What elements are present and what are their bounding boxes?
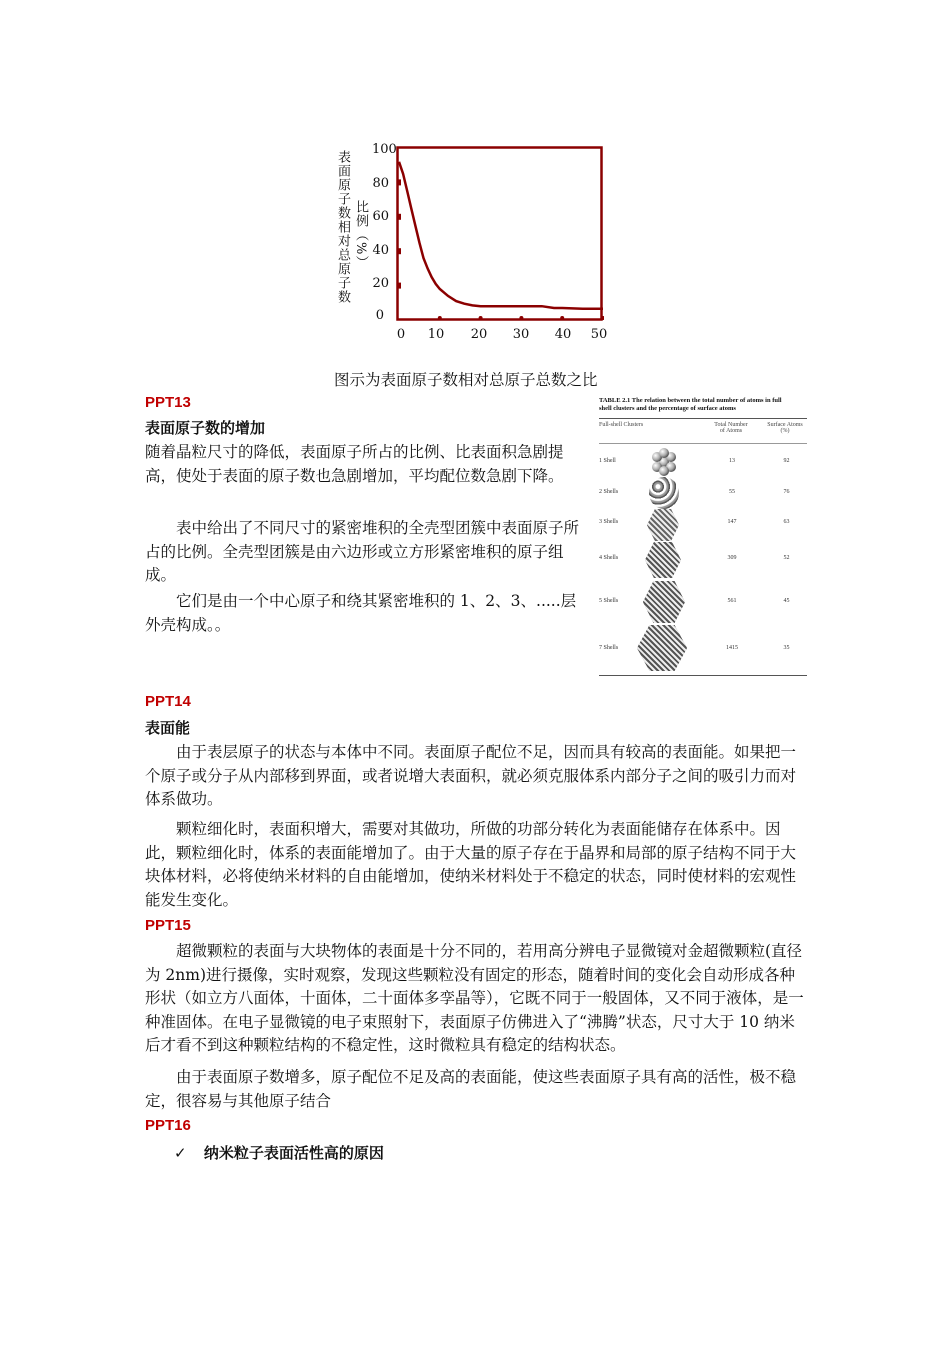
- row-total: 13: [729, 458, 735, 464]
- col-header-total-l1: Total Number: [714, 422, 748, 428]
- x-tick-mark: [479, 316, 483, 320]
- row-label: 1 Shell: [599, 458, 616, 464]
- cluster-table: [599, 397, 807, 651]
- chart-outer-ylabel: 表面原子数相对总原子数: [335, 150, 350, 304]
- row-percent: 76: [783, 489, 790, 495]
- col-header-surface-l2: (%): [780, 428, 790, 434]
- row-percent: 52: [783, 555, 790, 561]
- table-title-cont: shell clusters and the percentage of surface atoms: [599, 405, 736, 412]
- table-rule: [599, 418, 807, 419]
- cluster-2-shell-icon: [649, 477, 679, 509]
- row-percent: 63: [783, 519, 790, 525]
- row-percent: 92: [783, 458, 790, 464]
- col-header-total: [703, 422, 759, 434]
- chart-frame: [398, 148, 602, 320]
- surface-atom-ratio-chart: [396, 146, 604, 324]
- checkmark-icon: ✓: [174, 1144, 187, 1162]
- row-total: 309: [727, 555, 737, 561]
- table-rule: [599, 675, 807, 676]
- ppt13-label: PPT13: [145, 394, 191, 411]
- cluster-5-shell-icon: [643, 581, 685, 623]
- paragraph: 超微颗粒的表面与大块物体的表面是十分不同的，若用高分辨电子显微镜对金超微颗粒(直径为 2nm)进行摄像，实时观察，发现这些颗粒没有固定的形态，随着时间的变化会自动形成各种形状（如立方八面体，十面体，二十面体多孪晶等），它既不同于一般固体，又不同于液体，是一种准固体。在电子显微镜的电子束照射下，表面原子仿佛进入了“沸腾”状态，尺寸大于 10 纳米后才看不到这种颗粒结构的不稳定性，这时微粒具有稳定的结构状态。: [145, 942, 804, 1054]
- x-tick-label: 50: [590, 327, 608, 342]
- row-label: 7 Shells: [599, 645, 619, 651]
- cluster-3-shell-icon: [647, 509, 679, 541]
- paragraph: 由于表层原子的状态与本体中不同。表面原子配位不足，因而具有较高的表面能。如果把一个原子或分子从内部移到界面，或者说增大表面积，就必须克服体系内部分子之间的吸引力而对体系做功。: [145, 743, 797, 808]
- row-label: 3 Shells: [599, 519, 619, 525]
- row-label: 2 Shells: [599, 489, 619, 495]
- table-rule: [599, 443, 807, 444]
- y-tick-label: 60: [372, 209, 389, 224]
- y-tick-mark: [398, 283, 401, 289]
- row-percent: 45: [783, 598, 790, 604]
- chart-caption: 图示为表面原子数相对总原子总数之比: [334, 371, 598, 389]
- table-row: [599, 545, 807, 585]
- heading-surface-atoms: 表面原子数的增加: [145, 419, 266, 437]
- paragraph: 由于表面原子数增多，原子配位不足及高的表面能，使这些表面原子具有高的活性，极不稳定，很容易与其他原子结合: [145, 1068, 797, 1110]
- x-tick-mark: [438, 316, 442, 320]
- y-tick-label: 40: [372, 243, 389, 258]
- table-row: [599, 585, 807, 625]
- y-tick-mark: [398, 214, 401, 220]
- ppt15-label: PPT15: [145, 917, 191, 934]
- x-tick-mark: [519, 316, 523, 320]
- x-tick-mark: [560, 316, 564, 320]
- col-header-surface: [761, 422, 809, 434]
- table-title: TABLE 2.1 The relation between the total number of atoms in full: [599, 397, 782, 404]
- cluster-4-shell-icon: [645, 542, 681, 578]
- x-tick-label: 0: [396, 327, 406, 342]
- y-tick-label: 80: [372, 176, 389, 191]
- cluster-7-shell-icon: [637, 625, 687, 671]
- ppt16-label: PPT16: [145, 1117, 191, 1134]
- paragraph: 它们是由一个中心原子和绕其紧密堆积的 1、2、3、.....层外壳构成。。: [145, 592, 577, 634]
- col-header-surface-l1: Surface Atoms: [767, 422, 803, 428]
- heading-surface-energy: 表面能: [145, 719, 191, 737]
- row-total: 55: [729, 489, 735, 495]
- x-tick-label: 10: [427, 327, 445, 342]
- paragraph: 随着晶粒尺寸的降低，表面原子所占的比例、比表面积急剧提高，使处于表面的原子数也急剧增加，平均配位数急剧下降。: [145, 443, 564, 485]
- cluster-1-shell-icon: [649, 447, 679, 477]
- row-total: 1415: [726, 645, 738, 651]
- x-tick-label: 20: [470, 327, 488, 342]
- y-tick-label: 100: [372, 142, 397, 157]
- row-percent: 35: [783, 645, 790, 651]
- y-tick-label: 0: [375, 308, 384, 323]
- row-total: 561: [727, 598, 737, 604]
- x-tick-label: 40: [554, 327, 572, 342]
- table-row: [599, 629, 807, 669]
- row-label: 4 Shells: [599, 555, 619, 561]
- col-header-total-l2: of Atoms: [719, 428, 743, 434]
- ppt14-label: PPT14: [145, 693, 191, 710]
- y-tick-label: 20: [372, 276, 389, 291]
- paragraph: 颗粒细化时，表面积增大，需要对其做功，所做的功部分转化为表面能储存在体系中。因此，颗粒细化时，体系的表面能增加了。由于大量的原子存在于晶界和局部的原子结构不同于大块体材料，必将使纳米材料的自由能增加，使纳米材料处于不稳定的状态，同时使材料的宏观性能发生变化。: [145, 820, 797, 909]
- y-tick-mark: [398, 179, 401, 185]
- col-header-clusters: Full-shell Clusters: [599, 422, 644, 428]
- series-line: [399, 162, 603, 309]
- chart-inner-ylabel: 比例（%）: [353, 200, 368, 270]
- paragraph: 表中给出了不同尺寸的紧密堆积的全壳型团簇中表面原子所占的比例。全壳型团簇是由六边形或立方形紧密堆积的原子组成。: [145, 519, 580, 584]
- x-tick-label: 30: [512, 327, 530, 342]
- checklist-item-label: 纳米粒子表面活性高的原因: [203, 1144, 384, 1162]
- y-tick-mark: [398, 248, 401, 254]
- row-total: 147: [727, 519, 737, 525]
- table-row: [599, 509, 807, 549]
- row-label: 5 Shells: [599, 598, 619, 604]
- checklist-item: [174, 1142, 384, 1163]
